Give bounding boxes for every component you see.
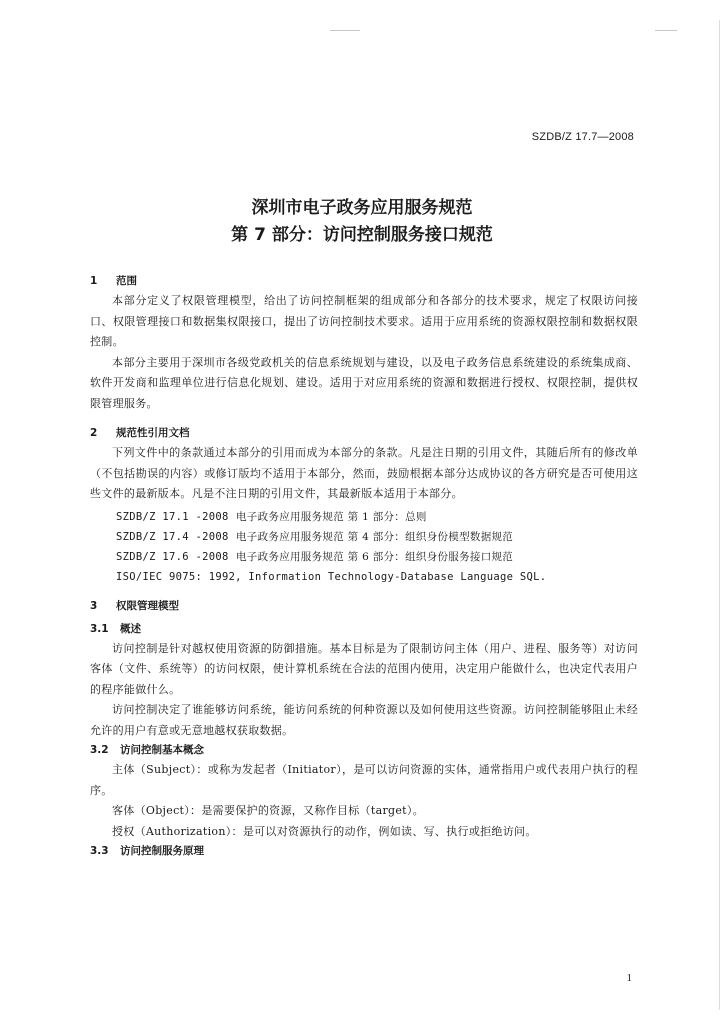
section-number: 3 [90, 599, 98, 612]
section-title: 权限管理模型 [116, 599, 179, 612]
section-title: 范围 [116, 275, 137, 287]
scan-artifact [655, 30, 677, 31]
section-title: 规范性引用文档 [116, 427, 190, 439]
paragraph: 授权（Authorization）：是可以对资源执行的动作，例如读、写、执行或拒绝访问。 [112, 824, 537, 838]
reference-code: SZDB/Z 17.4 -2008 [116, 530, 229, 543]
paragraph: 本部分主要用于深圳市各级党政机关的信息系统规划与建设，以及电子政务信息系统建设的系统集成商、软件开发商和监理单位进行信息化规划、建设。适用于对应用系统的资源和数据进行授权、权限控制，提供权限管理服务。 [90, 355, 638, 410]
section-title: 访问控制服务原理 [120, 845, 204, 857]
section-number: 3.1 [90, 622, 109, 635]
paragraph: 下列文件中的条款通过本部分的引用而成为本部分的条款。凡是注日期的引用文件，其随后所有的修改单（不包括勘误的内容）或修订版均不适用于本部分，然而，鼓励根据本部分达成协议的各方研究是否可使用这些文件的最新版本。凡是不注日期的引用文件，其最新版本适用于本部分。 [90, 446, 638, 500]
paragraph: 访问控制决定了谁能够访问系统，能访问系统的何种资源以及如何使用这些资源。访问控制能够阻止未经允许的用户有意或无意地越权获取数据。 [90, 703, 638, 737]
paragraph: 主体（Subject）：或称为发起者（Initiator），是可以访问资源的实体，通常指用户或代表用户执行的程序。 [90, 763, 638, 797]
page-edge [719, 20, 720, 1010]
document-number: SZDB/Z 17.7—2008 [531, 131, 634, 143]
scan-artifact [330, 30, 360, 31]
section-3-1-heading [90, 620, 638, 639]
section-3-3-heading [90, 842, 638, 861]
section-number: 1 [90, 275, 98, 287]
reference-title: 电子政务应用服务规范 第 1 部分：总则 [236, 510, 427, 523]
section-number: 2 [90, 427, 98, 439]
page-number: 1 [626, 972, 632, 984]
section-number: 3.2 [90, 744, 109, 756]
document-subtitle: 第 7 部分：访问控制服务接口规范 [231, 225, 493, 245]
reference-item [90, 567, 638, 587]
section-number: 3.3 [90, 845, 109, 857]
reference-title: 电子政务应用服务规范 第 4 部分：组织身份模型数据规范 [236, 530, 514, 543]
paragraph: 本部分定义了权限管理模型，给出了访问控制框架的组成部分和各部分的技术要求，规定了权限访问接口、权限管理接口和数据集权限接口，提出了访问控制技术要求。适用于应用系统的资源权限控制和数据权限控制。 [90, 294, 638, 348]
section-3-2-heading [90, 741, 638, 760]
section-2-heading [90, 424, 638, 443]
section-title: 概述 [120, 622, 141, 635]
reference-code: SZDB/Z 17.1 -2008 [116, 510, 229, 523]
reference-list [90, 507, 638, 587]
document-body [90, 272, 638, 861]
document-title: 深圳市电子政务应用服务规范 [251, 198, 473, 218]
reference-item [90, 527, 638, 547]
reference-title: 电子政务应用服务规范 第 6 部分：组织身份服务接口规范 [236, 550, 514, 563]
section-title: 访问控制基本概念 [120, 744, 204, 756]
reference-item [90, 507, 638, 527]
reference-iso: ISO/IEC 9075: 1992, Information Technology-Database Language SQL. [116, 570, 547, 583]
paragraph: 客体（Object）：是需要保护的资源，又称作目标（target）。 [112, 804, 424, 817]
reference-code: SZDB/Z 17.6 -2008 [116, 550, 229, 563]
reference-item [90, 547, 638, 567]
paragraph: 访问控制是针对越权使用资源的防御措施。基本目标是为了限制访问主体（用户、进程、服务等）对访问客体（文件、系统等）的访问权限，使计算机系统在合法的范围内使用，决定用户能做什么，也决定代表用户的程序能做什么。 [90, 641, 638, 696]
section-3-heading [90, 597, 638, 616]
section-1-heading [90, 272, 638, 291]
